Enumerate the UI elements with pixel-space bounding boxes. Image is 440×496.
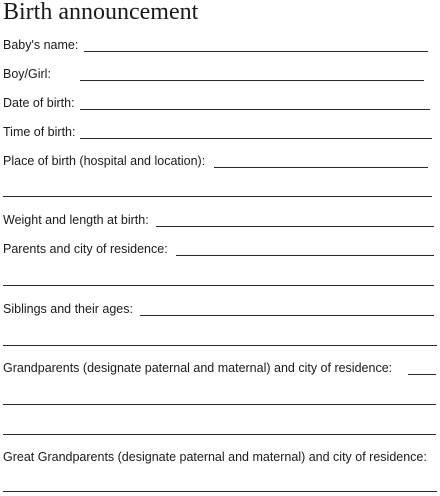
boy-girl-line[interactable]	[80, 80, 424, 81]
page-title: Birth announcement	[3, 0, 199, 25]
date-of-birth-label: Date of birth:	[3, 96, 75, 110]
time-of-birth-label: Time of birth:	[3, 125, 76, 139]
grandparents-line[interactable]	[408, 374, 436, 375]
great-grandparents-label: Great Grandparents (designate paternal and maternal) and city of residence:	[3, 450, 427, 464]
place-of-birth-line[interactable]	[214, 167, 428, 168]
time-of-birth-line[interactable]	[80, 138, 432, 139]
boy-girl-label: Boy/Girl:	[3, 67, 51, 81]
date-of-birth-line[interactable]	[80, 109, 430, 110]
parents-city-line[interactable]	[176, 255, 434, 256]
weight-length-line[interactable]	[156, 226, 434, 227]
babys-name-line[interactable]	[84, 51, 428, 52]
babys-name-label: Baby's name:	[3, 38, 79, 52]
grandparents-label: Grandparents (designate paternal and maternal) and city of residence:	[3, 361, 393, 375]
parents-city-label: Parents and city of residence:	[3, 242, 168, 256]
great-grandparents-line[interactable]	[3, 491, 437, 492]
weight-length-label: Weight and length at birth:	[3, 213, 149, 227]
place-of-birth-line-2[interactable]	[3, 196, 432, 197]
siblings-ages-label: Siblings and their ages:	[3, 302, 133, 316]
place-of-birth-label: Place of birth (hospital and location):	[3, 154, 206, 168]
grandparents-line-2[interactable]	[3, 404, 436, 405]
parents-city-line-2[interactable]	[3, 285, 434, 286]
siblings-ages-line[interactable]	[140, 315, 434, 316]
grandparents-line-3[interactable]	[3, 434, 436, 435]
siblings-ages-line-2[interactable]	[3, 345, 437, 346]
